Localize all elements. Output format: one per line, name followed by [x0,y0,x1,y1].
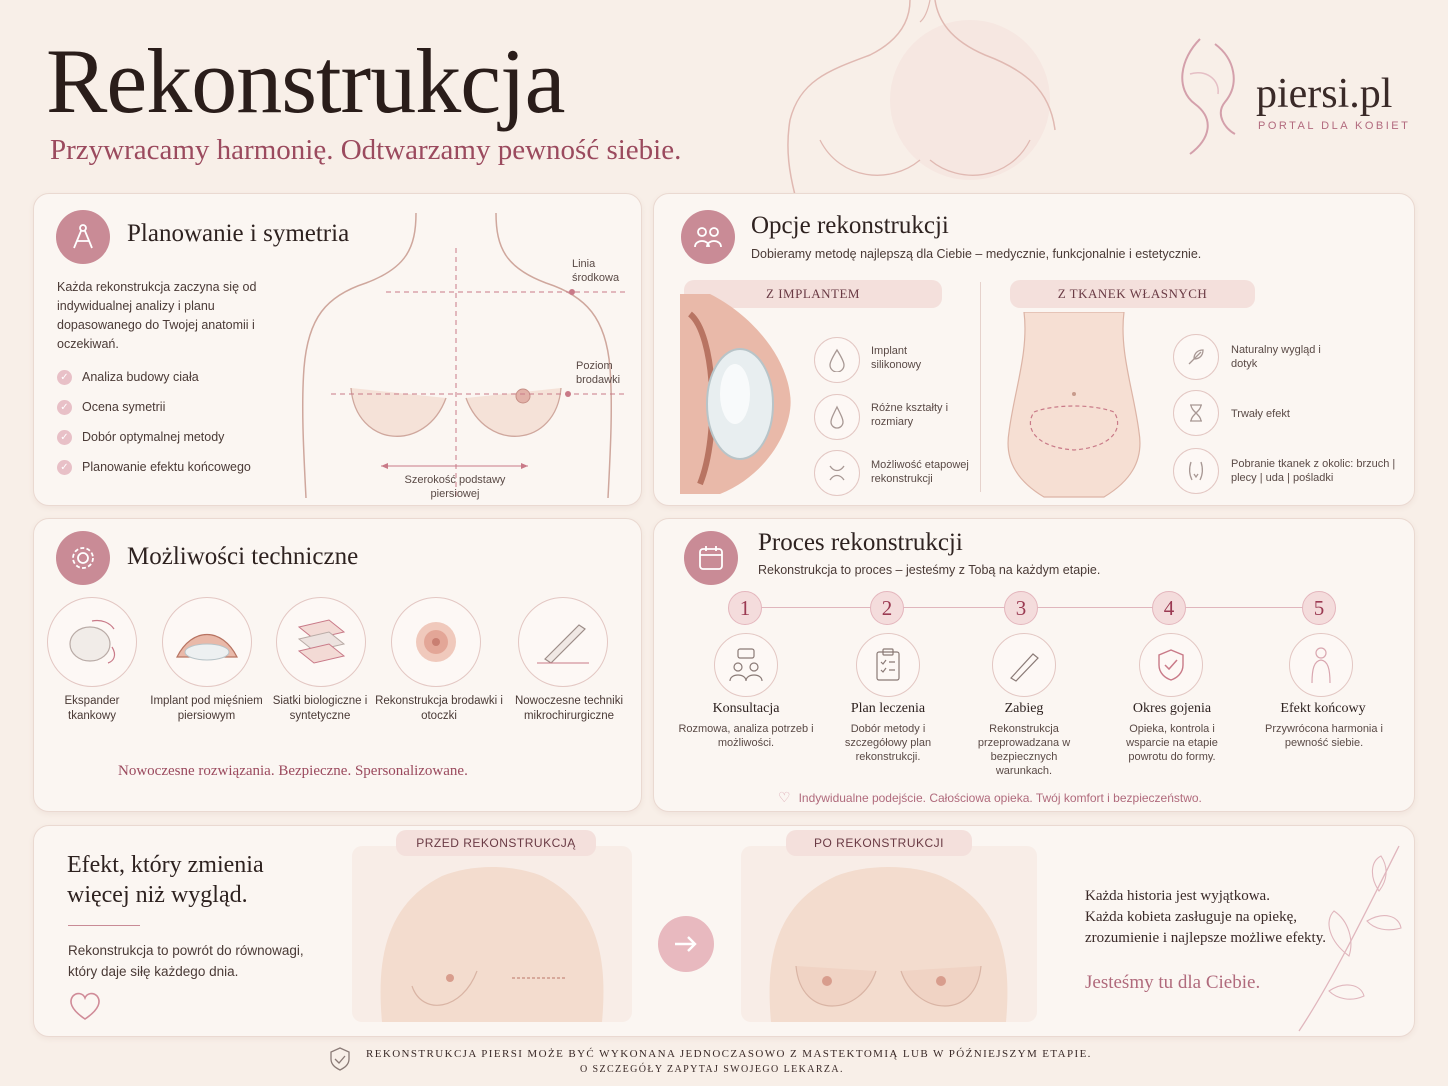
quote-line1: Każda historia jest wyjątkowa. [1085,888,1270,904]
disclaimer-line2: O SZCZEGÓŁY ZAPYTAJ SWOJEGO LEKARZA. [580,1064,844,1075]
step-desc: Przywrócona harmonia i pewność siebie. [1265,723,1383,749]
planning-title: Planowanie i symetria [127,220,350,247]
tissue-item-2: Trwały efekt [1231,408,1290,420]
technical-title: Możliwości techniczne [127,543,359,570]
technical-card [33,518,642,812]
step-desc: Rozmowa, analiza potrzeb i możliwości. [678,723,814,749]
tech-item-5: Nowoczesne techniki mikrochirurgiczne [514,695,624,722]
implant-item-2: Różne kształty i rozmiary [871,402,949,428]
result-title-line2: więcej niż wygląd. [67,882,248,908]
process-title: Proces rekonstrukcji [758,529,963,556]
chest-diagram [296,208,636,500]
planning-card [33,193,642,506]
clipboard-icon [856,633,920,697]
after-torso-image [741,846,1037,1022]
check-icon: ✓ [57,370,72,385]
technical-tagline: Nowoczesne rozwiązania. Bezpieczne. Spersonalizowane. [118,763,468,779]
step-number: 2 [870,591,904,625]
nipple-icon [391,597,481,687]
process-card [653,518,1415,812]
step-number: 5 [1302,591,1336,625]
leaf-branch-decoration [1289,836,1409,1036]
after-label: PO REKONSTRUKCJI [786,830,972,856]
list-item: ✓ Planowanie efektu końcowego [57,460,251,490]
scalpel-icon [518,597,608,687]
step-number: 1 [728,591,762,625]
options-title: Opcje rekonstrukcji [751,212,949,239]
options-card [653,193,1415,506]
tissue-item-1: Naturalny wygląd i dotyk [1231,344,1321,370]
step-title: Plan leczenia [850,701,926,716]
heart-icon: ♡ [778,789,791,805]
implant-illustration [680,294,800,494]
drop-icon [814,337,860,383]
consultation-icon [714,633,778,697]
compass-icon [56,210,110,264]
list-item: ✓ Dobór optymalnej metody [57,430,251,460]
base-width-label: Szerokość podstawy piersiowej [404,474,506,500]
logo-icon [1170,34,1250,159]
before-torso-image [352,846,632,1022]
step-number: 3 [1004,591,1038,625]
gear-icon [56,531,110,585]
shape-icon [814,394,860,440]
arrow-right-icon [658,916,714,972]
before-panel [352,846,632,1022]
quote-line2: Każda kobieta zasługuje na opiekę, [1085,909,1297,925]
process-subtitle: Rekonstrukcja to proces – jesteśmy z Tobą na każdym etapie. [758,563,1101,577]
step-desc: Opieka, kontrola i wsparcie na etapie powrotu do formy. [1126,723,1218,763]
step-title: Zabieg [1004,701,1044,716]
torso-illustration [760,0,1100,195]
tech-item-3: Siatki biologiczne i syntetyczne [272,695,368,722]
options-subtitle: Dobieramy metodę najlepszą dla Ciebie – medycznie, funkcjonalnie i estetycznie. [751,247,1202,261]
closing-text: Jesteśmy tu dla Ciebie. [1085,972,1261,993]
check-icon: ✓ [57,460,72,475]
staged-icon [814,450,860,496]
woman-silhouette-icon [1289,633,1353,697]
disclaimer-line1: REKONSTRUKCJA PIERSI MOŻE BYĆ WYKONANA JEDNOCZASOWO Z MASTEKTOMIĄ LUB W PÓŹNIEJSZYM ETAPIE. [366,1048,1092,1060]
surgery-scalpel-icon [992,633,1056,697]
planning-intro: Każda rekonstrukcja zaczyna się od indywidualnej analizy i planu dopasowanego do Twojej anatomii i oczekiwań. [57,280,257,351]
implant-label: Z IMPLANTEM [684,280,942,308]
tech-item-4: Rekonstrukcja brodawki i otoczki [375,695,503,722]
expander-icon [47,597,137,687]
quote-line3: zrozumienie i najlepsze możliwe efekty. [1085,930,1327,946]
feather-icon [1173,334,1219,380]
tissue-item-3: Pobranie tkanek z okolic: brzuch | plecy | uda | pośladki [1231,458,1396,484]
step-number: 4 [1152,591,1186,625]
implant-muscle-icon [162,597,252,687]
tech-item-2: Implant pod mięśniem piersiowym [150,695,263,722]
list-item: ✓ Ocena symetrii [57,400,251,430]
logo-tagline: PORTAL DLA KOBIET [1258,120,1411,132]
after-panel [741,846,1037,1022]
step-title: Okres gojenia [1132,701,1212,716]
result-card [33,825,1415,1037]
divider [980,282,981,492]
planning-list [57,370,251,490]
result-text: Rekonstrukcja to powrót do równowagi, który daje siłę każdego dnia. [68,943,304,979]
implant-item-3: Możliwość etapowej rekonstrukcji [871,459,969,485]
step-title: Efekt końcowy [1280,701,1366,716]
before-label: PRZED REKONSTRUKCJĄ [396,830,596,856]
page-title: Rekonstrukcja [46,30,565,132]
result-title-line1: Efekt, który zmienia [67,852,264,878]
tissue-label: Z TKANEK WŁASNYCH [1010,280,1255,308]
title-underline [68,925,140,926]
nipple-level-label: Poziom brodawki [576,360,621,386]
mesh-icon [276,597,366,687]
page-subtitle: Przywracamy harmonię. Odtwarzamy pewność siebie. [50,134,682,166]
midline-label: Linia środkowa [572,258,620,284]
heart-outline-icon [68,991,102,1021]
logo-name: piersi.pl [1256,71,1393,117]
shield-check-icon [1139,633,1203,697]
calendar-icon [684,531,738,585]
step-desc: Dobór metody i szczegółowy plan rekonstrukcji. [844,723,932,763]
check-icon: ✓ [57,400,72,415]
tech-item-1: Ekspander tkankowy [64,695,120,722]
shield-icon [329,1047,351,1071]
process-footer: ♡ Indywidualne podejście. Całościowa opieka. Twój komfort i bezpieczeństwo. [778,789,1202,805]
list-item: ✓ Analiza budowy ciała [57,370,251,400]
tissue-torso-illustration [1004,312,1144,502]
body-icon [1173,448,1219,494]
hourglass-icon [1173,390,1219,436]
check-icon: ✓ [57,430,72,445]
people-icon [681,210,735,264]
implant-item-1: Implant silikonowy [871,345,922,371]
step-title: Konsultacja [712,701,780,716]
step-desc: Rekonstrukcja przeprowadzana w bezpiecznych warunkach. [977,723,1071,777]
